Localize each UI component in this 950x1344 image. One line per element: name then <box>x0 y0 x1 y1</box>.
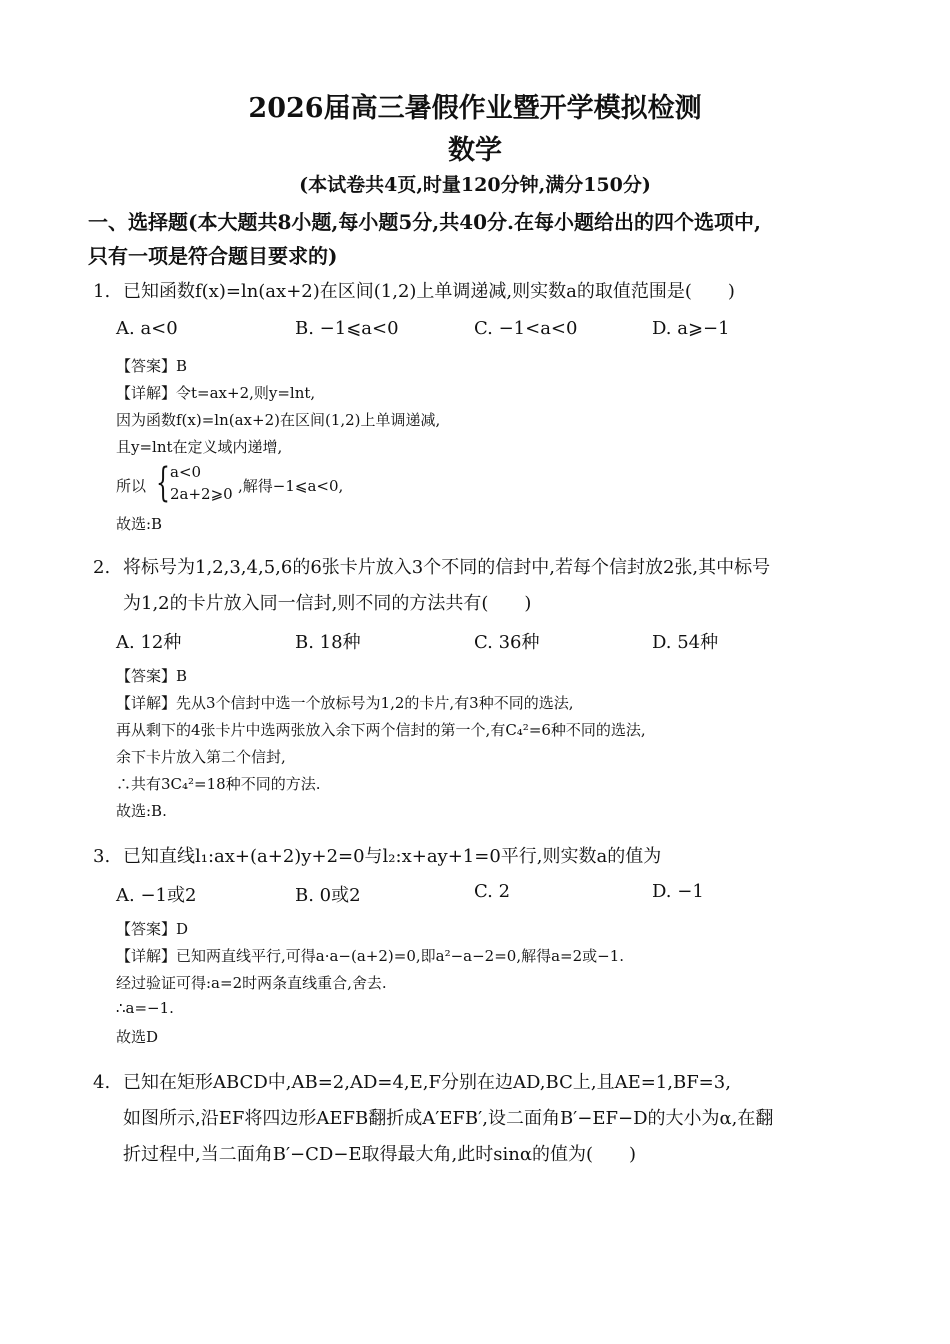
solution-line: 【详解】令t=ax+2,则y=lnt, <box>116 384 316 402</box>
solution-line: 因为函数f(x)=ln(ax+2)在区间(1,2)上单调递减, <box>116 411 441 429</box>
solution-line: 经过验证可得:a=2时两条直线重合,舍去. <box>116 974 387 992</box>
question-text: 已知函数f(x)=ln(ax+2)在区间(1,2)上单调递减,则实数a的取值范围是( ) <box>123 281 735 302</box>
question-text: 已知在矩形ABCD中,AB=2,AD=4,E,F分别在边AD,BC上,且AE=1,BF=3, <box>123 1072 731 1093</box>
question-text-cont: 如图所示,沿EF将四边形AEFB翻折成A′EFB′,设二面角B′−EF−D的大小为α,在翻 <box>123 1108 774 1129</box>
option-a: A. a<0 <box>116 318 178 339</box>
option-b: B. 0或2 <box>295 885 361 906</box>
question-number: 4. <box>93 1072 111 1093</box>
section-heading-line1: 一、选择题(本大题共8小题,每小题5分,共40分.在每小题给出的四个选项中, <box>88 210 761 234</box>
case-line: a<0 <box>170 463 202 481</box>
option-a: A. −1或2 <box>116 885 197 906</box>
question-text-cont: 为1,2的卡片放入同一信封,则不同的方法共有( ) <box>123 593 532 614</box>
solution-line: 【详解】已知两直线平行,可得a·a−(a+2)=0,即a²−a−2=0,解得a=2或−1. <box>116 947 625 965</box>
option-c: C. 2 <box>474 881 511 902</box>
question-4 <box>93 1068 731 1094</box>
option-a: A. 12种 <box>116 632 182 653</box>
solution-line: 故选D <box>116 1028 159 1046</box>
option-c: C. −1<a<0 <box>474 318 578 339</box>
subject-title: 数学 <box>448 135 502 166</box>
brace-symbol: { <box>156 460 170 506</box>
question-text: 已知直线l₁:ax+(a+2)y+2=0与l₂:x+ay+1=0平行,则实数a的值为 <box>123 846 662 867</box>
section-heading-line2: 只有一项是符合题目要求的) <box>88 244 338 268</box>
option-c: C. 36种 <box>474 632 540 653</box>
question-number: 3. <box>93 846 111 867</box>
answer-label: 【答案】B <box>116 667 188 685</box>
solution-line: 【详解】先从3个信封中选一个放标号为1,2的卡片,有3种不同的选法, <box>116 694 574 712</box>
answer-label: 【答案】D <box>116 920 189 938</box>
solution-line: 再从剩下的4张卡片中选两张放入余下两个信封的第一个,有C₄²=6种不同的选法, <box>116 721 646 739</box>
solution-line: 故选:B <box>116 515 163 533</box>
case-line: 2a+2⩾0 <box>170 485 233 503</box>
option-d: D. 54种 <box>652 632 719 653</box>
option-b: B. −1⩽a<0 <box>295 318 399 339</box>
question-text-cont: 折过程中,当二面角B′−CD−E取得最大角,此时sinα的值为( ) <box>123 1144 637 1165</box>
solution-line: 余下卡片放入第二个信封, <box>116 748 286 766</box>
question-2 <box>93 553 770 579</box>
solution-label: 所以 <box>116 477 147 495</box>
option-b: B. 18种 <box>295 632 361 653</box>
exam-title: 2026届高三暑假作业暨开学模拟检测 <box>248 93 702 124</box>
solution-line: ∴共有3C₄²=18种不同的方法. <box>116 775 321 793</box>
question-number: 1. <box>93 281 111 302</box>
solution-line: 故选:B. <box>116 802 167 820</box>
solution-result: ,解得−1⩽a<0, <box>238 477 344 495</box>
solution-line: 且y=lnt在定义域内递增, <box>116 438 283 456</box>
question-3 <box>93 842 661 868</box>
exam-info: (本试卷共4页,时量120分钟,满分150分) <box>299 174 651 196</box>
answer-label: 【答案】B <box>116 357 188 375</box>
option-d: D. a⩾−1 <box>652 318 730 339</box>
question-number: 2. <box>93 557 111 578</box>
option-d: D. −1 <box>652 881 704 902</box>
question-text: 将标号为1,2,3,4,5,6的6张卡片放入3个不同的信封中,若每个信封放2张,其中标号 <box>123 557 771 578</box>
question-1 <box>93 277 735 303</box>
solution-line: ∴a=−1. <box>116 999 174 1017</box>
